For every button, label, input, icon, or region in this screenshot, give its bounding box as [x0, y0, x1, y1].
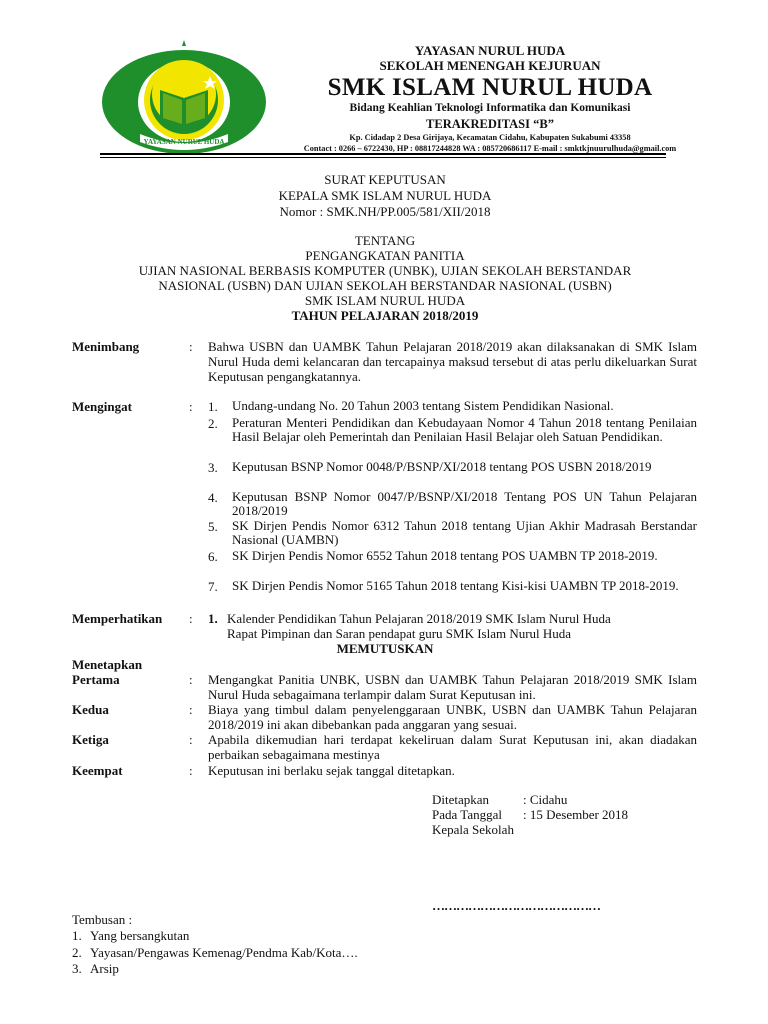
mengingat-item: Undang-undang No. 20 Tahun 2003 tentang Sistem Pendidikan Nasional.	[232, 398, 614, 413]
subject-tentang: TENTANG	[354, 233, 416, 248]
mengingat-item-number: 3.	[208, 460, 218, 475]
mengingat-item-number: 2.	[208, 416, 218, 431]
tembusan-number: 2.	[72, 945, 82, 960]
mengingat-item: Keputusan BSNP Nomor 0048/P/BSNP/XI/2018 tentang POS USBN 2018/2019	[232, 459, 652, 474]
mengingat-item: Peraturan Menteri Pendidikan dan Kebudayaan Nomor 4 Tahun 2018 tentang Penilaian Hasil Belajar oleh Pemerintah dan Penilaian Hasil Belajar oleh Satuan Pendidikan.	[232, 415, 697, 444]
tembusan-item: Yang bersangkutan	[90, 928, 190, 943]
school-level: SEKOLAH MENENGAH KEJURUAN	[379, 58, 601, 73]
decision-text: Apabila dikemudian hari terdapat kekeliruan dalam Surat Keputusan ini, akan diadakan perbaikan sebagaimana mestinya	[208, 732, 697, 762]
foundation-name: YAYASAN NURUL HUDA	[414, 43, 566, 58]
accreditation: TERAKREDITASI “B”	[426, 117, 554, 131]
mengingat-item-number: 5.	[208, 519, 218, 534]
decision-text: Mengangkat Panitia UNBK, USBN dan UAMBK Tahun Pelajaran 2018/2019 SMK Islam Nurul Huda sebagaimana terlampir dalam Surat Keputusan ini.	[208, 672, 697, 702]
school-name: SMK ISLAM NURUL HUDA	[327, 74, 653, 101]
memperhatikan-line-2: Rapat Pimpinan dan Saran pendapat guru SMK Islam Nurul Huda	[227, 626, 572, 641]
decision-label: Keempat	[72, 763, 123, 778]
signer-position: Kepala Sekolah	[432, 822, 514, 837]
decision-label: Ketiga	[72, 732, 109, 747]
subject-line-6: TAHUN PELAJARAN 2018/2019	[291, 308, 479, 323]
logo-caption: YAYASAN NURUL HUDA	[143, 138, 225, 146]
menetapkan-label: Menetapkan	[72, 657, 143, 672]
tembusan-item: Arsip	[90, 961, 119, 976]
decision-colon: :	[189, 672, 193, 687]
letterhead-rule-thin	[100, 157, 666, 158]
decision-colon: :	[189, 763, 193, 778]
decision-colon: :	[189, 732, 193, 747]
mengingat-item-number: 6.	[208, 549, 218, 564]
tembusan-number: 1.	[72, 928, 82, 943]
memperhatikan-line-1: Kalender Pendidikan Tahun Pelajaran 2018/2019 SMK Islam Nurul Huda	[227, 611, 611, 626]
doc-title: SURAT KEPUTUSAN	[324, 172, 446, 187]
mengingat-colon: :	[189, 399, 193, 414]
memperhatikan-number: 1.	[208, 611, 218, 626]
signer-name-line: ……………………………………	[432, 898, 600, 913]
doc-number: Nomor : SMK.NH/PP.005/581/XII/2018	[279, 204, 491, 219]
subject-line-5: SMK ISLAM NURUL HUDA	[304, 293, 466, 308]
tembusan-number: 3.	[72, 961, 82, 976]
decision-text: Biaya yang timbul dalam penyelenggaraan UNBK, USBN dan UAMBK Tahun Pelajaran 2018/2019 ini akan dibebankan pada anggaran yang sesuai.	[208, 702, 697, 732]
subject-line-2: PENGANGKATAN PANITIA	[305, 248, 465, 263]
doc-issuer: KEPALA SMK ISLAM NURUL HUDA	[278, 188, 492, 203]
memutuskan-heading: MEMUTUSKAN	[336, 641, 434, 656]
memperhatikan-colon: :	[189, 611, 193, 626]
mengingat-item: SK Dirjen Pendis Nomor 6552 Tahun 2018 tentang POS UAMBN TP 2018-2019.	[232, 548, 658, 563]
tembusan-item: Yayasan/Pengawas Kemenag/Pendma Kab/Kota….	[90, 945, 358, 960]
memperhatikan-label: Memperhatikan	[72, 611, 163, 626]
ditetapkan-value: : Cidahu	[523, 792, 568, 807]
mengingat-item-number: 4.	[208, 490, 218, 505]
mengingat-item: SK Dirjen Pendis Nomor 5165 Tahun 2018 tentang Kisi-kisi UAMBN TP 2018-2019.	[232, 578, 679, 593]
school-contact: Contact : 0266 – 6722430, HP : 08817244828 WA : 085720686117 E-mail : smktkjnuurulhuda@gmail.com	[303, 144, 677, 153]
mengingat-item: Keputusan BSNP Nomor 0047/P/BSNP/XI/2018 Tentang POS UN Tahun Pelajaran 2018/2019	[232, 489, 697, 518]
school-field: Bidang Keahlian Teknologi Informatika dan Komunikasi	[349, 102, 631, 114]
decision-text: Keputusan ini berlaku sejak tanggal ditetapkan.	[208, 763, 455, 778]
decision-colon: :	[189, 702, 193, 717]
mengingat-item: SK Dirjen Pendis Nomor 6312 Tahun 2018 tentang Ujian Akhir Madrasah Berstandar Nasional (UAMBN)	[232, 518, 697, 547]
subject-line-3: UJIAN NASIONAL BERBASIS KOMPUTER (UNBK), UJIAN SEKOLAH BERSTANDAR	[138, 263, 632, 278]
mengingat-item-number: 7.	[208, 579, 218, 594]
school-address: Kp. Cidadap 2 Desa Girijaya, Kecamatan Cidahu, Kabupaten Sukabumi 43358	[349, 133, 631, 142]
tanggal-value: : 15 Desember 2018	[523, 807, 629, 822]
tembusan-label: Tembusan :	[72, 912, 133, 927]
tanggal-label: Pada Tanggal	[432, 807, 502, 822]
decision-label: Pertama	[72, 672, 120, 687]
menimbang-colon: :	[189, 339, 193, 354]
mengingat-item-number: 1.	[208, 399, 218, 414]
mengingat-label: Mengingat	[72, 399, 132, 414]
subject-line-4: NASIONAL (USBN) DAN UJIAN SEKOLAH BERSTANDAR NASIONAL (USBN)	[158, 278, 612, 293]
menimbang-text: Bahwa USBN dan UAMBK Tahun Pelajaran 2018/2019 akan dilaksanakan di SMK Islam Nurul Huda demi kelancaran dan tercapainya maksud tersebut di atas perlu dikeluarkan Surat Keputusan pengangkatannya.	[208, 339, 697, 384]
menimbang-label: Menimbang	[72, 339, 140, 354]
letterhead-rule-thick	[100, 153, 666, 155]
ditetapkan-label: Ditetapkan	[432, 792, 490, 807]
decision-label: Kedua	[72, 702, 109, 717]
